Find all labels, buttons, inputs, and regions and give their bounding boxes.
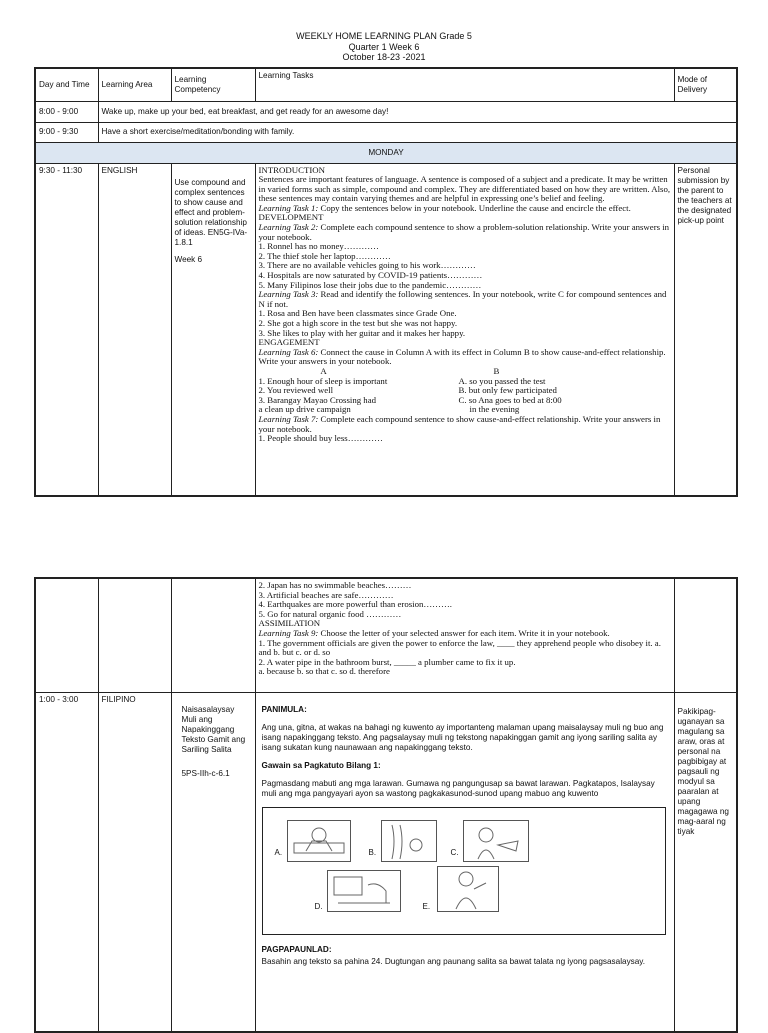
- list-item: 4. Hospitals are now saturated by COVID-19 patients…………: [258, 270, 483, 281]
- match-row: 2. You reviewed well B. but only few participated: [258, 385, 557, 396]
- task-label: Learning Task 9:: [258, 627, 319, 638]
- column-a-header: A: [320, 365, 327, 376]
- picture-label: C.: [450, 847, 459, 857]
- list-item: 1. The government officials are given the power to enforce the law, ____ they apprehend people who disobey it. a. and b. but c. or d. so: [258, 637, 661, 658]
- list-item: 3. Artificial beaches are safe…………: [258, 589, 394, 600]
- task-label: Learning Task 7:: [258, 413, 319, 424]
- plan-table-page2: [34, 577, 738, 1033]
- task-2: Learning Task 2: Complete each compound sentence to show a problem-solution relationship. Write your answers in your notebook.: [258, 222, 670, 242]
- filipino-time: 1:00 - 3:00: [35, 692, 98, 1032]
- task-3: Learning Task 3: Read and identify the following sentences. In your notebook, write C for compound sentences and N if not.: [258, 289, 667, 309]
- list-item: a. because b. so that c. so d. therefore: [258, 666, 390, 677]
- list-item: 2. She got a high score in the test but she was not happy.: [258, 318, 458, 328]
- filipino-area: FILIPINO: [98, 692, 171, 1032]
- picture-label: B.: [368, 847, 377, 857]
- pagpapaunlad-text: Basahin ang teksto sa pahina 24. Dugtungan ang paunang salita sa bawat talata ng iyong pagsasalaysay.: [261, 956, 646, 966]
- list-item: 2. Japan has no swimmable beaches………: [258, 580, 412, 590]
- quarter-label: Quarter 1 Week 6: [348, 42, 420, 52]
- col-header-competency: Learning Competency: [171, 68, 255, 101]
- task-label: Learning Task 6:: [258, 346, 319, 357]
- picture-label: A.: [274, 847, 283, 857]
- filipino-learning-tasks: [255, 692, 674, 1032]
- english-area: ENGLISH: [98, 163, 171, 496]
- english-tasks-continued: [255, 578, 674, 692]
- list-item: 1. Ronnel has no money…………: [258, 241, 379, 252]
- mode-text: Pakikipag-uganayan sa magulang sa araw, oras at personal na pagbibigay at pagsauli ng modyul sa paaralan at upang magagawa ng mag-aaral ng tiyak: [677, 706, 729, 836]
- competency-text: Use compound and complex sentences to show cause and effect and problem-solution relationship of ideas. EN5G-IVa-1.8.1: [174, 177, 248, 247]
- section-heading: DEVELOPMENT: [258, 212, 324, 223]
- column-b-header: B: [493, 365, 500, 376]
- match-row: 1. Enough hour of sleep is important A. so you passed the test: [258, 375, 546, 386]
- competency-code: 5PS-IIh-c-6.1: [181, 768, 230, 778]
- task-9: Learning Task 9: Choose the letter of your selected answer for each item. Write it in your notebook.: [258, 627, 610, 638]
- picture-b: [381, 820, 437, 862]
- english-competency: [171, 163, 255, 496]
- plan-table-page1: [34, 67, 738, 497]
- filipino-competency: [171, 692, 255, 1032]
- english-mode: Personal submission by the parent to the teachers at the designated pick-up point: [674, 163, 737, 496]
- picture-a: [287, 820, 351, 862]
- week-label: Week 6: [174, 254, 203, 264]
- routine-time: 9:00 - 9:30: [35, 122, 98, 142]
- competency-text: Naisasalaysay Muli ang Napakinggang Teksto Gamit ang Sariling Salita: [181, 704, 246, 754]
- task-6: Learning Task 6: Connect the cause in Column A with its effect in Column B to show cause-and-effect relationship. Write your answers in your notebook.: [258, 346, 666, 367]
- col-header-learning-tasks: Learning Tasks: [255, 68, 674, 101]
- picture-sequence-box: [262, 807, 666, 935]
- section-heading: INTRODUCTION: [258, 164, 325, 175]
- col-header-mode: Mode of Delivery: [674, 68, 737, 101]
- task-label: Learning Task 2:: [258, 222, 319, 233]
- panimula-text: Ang una, gitna, at wakas na bahagi ng kuwento ay importanteng malaman upang maisalaysay muli ng buo ang isang napakinggang teksto. Ang pagsalaysay muli ng tekstong napakinggan gamit ang iyong sariling salita ay isang sukatan kung naunawaan ang napakinggang teksto.: [261, 722, 664, 752]
- picture-e: [437, 866, 499, 912]
- section-heading: Gawain sa Pagkatuto Bilang 1:: [261, 760, 381, 770]
- list-item: 2. A water pipe in the bathroom burst, _____ a plumber came to fix it up.: [258, 656, 516, 667]
- picture-c: [463, 820, 529, 862]
- day-banner: MONDAY: [35, 142, 737, 163]
- list-item: 2. The thief stole her laptop…………: [258, 250, 391, 261]
- list-item: 4. Earthquakes are more powerful than erosion……….: [258, 599, 452, 610]
- task-1: Learning Task 1: Copy the sentences below in your notebook. Underline the cause and encircle the effect.: [258, 202, 631, 213]
- match-row: a clean up drive campaign in the evening: [258, 404, 520, 415]
- task-label: Learning Task 1:: [258, 202, 319, 213]
- picture-label: D.: [314, 901, 323, 911]
- date-label: October 18-23 -2021: [342, 52, 426, 62]
- routine-text: Wake up, make up your bed, eat breakfast, and get ready for an awesome day!: [98, 101, 737, 122]
- task-7: Learning Task 7: Complete each compound sentence to show cause-and-effect relationship. Write your answers in your notebook.: [258, 413, 661, 434]
- list-item: 1. Rosa and Ben have been classmates since Grade One.: [258, 308, 457, 319]
- filipino-mode: [674, 692, 737, 1032]
- list-item: 5. Many Filipinos lose their jobs due to the pandemic…………: [258, 279, 482, 290]
- task-label: Learning Task 3:: [258, 289, 319, 300]
- col-header-learning-area: Learning Area: [98, 68, 171, 101]
- gawain-text: Pagmasdang mabuti ang mga larawan. Gumawa ng pangungusap sa bawat larawan. Pagkatapos, Isalaysay muli ang mga pangyayari ayon sa wastong pagkakasunod-sunod upang mabuo ang kuwento: [261, 778, 655, 798]
- col-header-day-time: Day and Time: [35, 68, 98, 101]
- list-item: 3. She likes to play with her guitar and it makes her happy.: [258, 327, 466, 338]
- section-heading: PAGPAPAUNLAD:: [261, 944, 332, 954]
- section-heading: PANIMULA:: [261, 704, 307, 714]
- list-item: 5. Go for natural organic food …………: [258, 608, 402, 619]
- match-row: 3. Barangay Mayao Crossing had C. so Ana goes to bed at 8:00: [258, 394, 562, 405]
- english-learning-tasks: [255, 163, 674, 496]
- list-item: 3. There are no available vehicles going to his work…………: [258, 260, 476, 271]
- section-heading: ENGAGEMENT: [258, 337, 320, 348]
- picture-label: E.: [422, 901, 431, 911]
- english-time: 9:30 - 11:30: [35, 163, 98, 496]
- intro-text: Sentences are important features of language. A sentence is composed of a subject and a predicate. It may be written in varied forms such as simple, compound and complex. They are differentiated based on how they are written. Also, these sentences may contain varying themes and are helpful in expressing one’s belief and feeling.: [258, 174, 671, 204]
- picture-d: [327, 870, 401, 912]
- section-heading: ASSIMILATION: [258, 618, 321, 629]
- routine-time: 8:00 - 9:00: [35, 101, 98, 122]
- list-item: 1. People should buy less…………: [258, 433, 383, 444]
- page-title: WEEKLY HOME LEARNING PLAN Grade 5: [296, 31, 472, 41]
- routine-text: Have a short exercise/meditation/bonding with family.: [98, 122, 737, 142]
